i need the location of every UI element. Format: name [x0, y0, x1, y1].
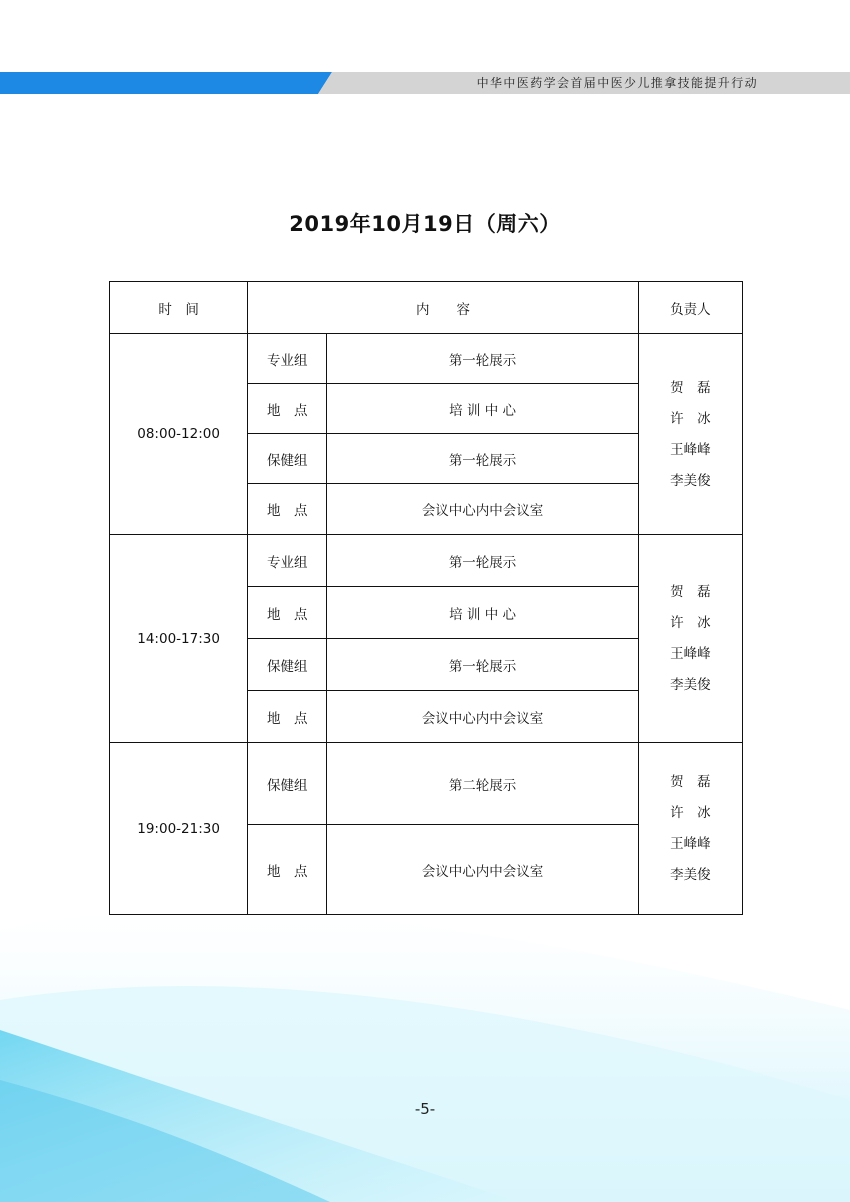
header-time: 时 间	[110, 282, 248, 334]
label-cell: 地 点	[248, 484, 327, 535]
time-cell: 14:00-17:30	[110, 535, 248, 743]
schedule-table	[109, 281, 743, 915]
content-cell: 培 训 中 心	[327, 384, 638, 434]
table-row	[110, 535, 743, 587]
person-name: 许 冰	[670, 410, 711, 427]
label-cell: 地 点	[248, 691, 327, 743]
time-cell: 08:00-12:00	[110, 334, 248, 535]
person-name: 许 冰	[670, 615, 711, 631]
content-cell: 第一轮展示	[327, 535, 638, 587]
content-cell: 会议中心内中会议室	[327, 825, 638, 915]
page-number: -5-	[414, 1100, 436, 1118]
table-row	[110, 743, 743, 825]
content-cell: 第一轮展示	[327, 434, 638, 484]
person-name: 李美俊	[670, 677, 711, 693]
label-cell: 专业组	[248, 334, 327, 384]
content-cell: 培 训 中 心	[327, 587, 638, 639]
label-cell: 地 点	[248, 384, 327, 434]
label-cell: 地 点	[248, 587, 327, 639]
time-cell: 19:00-21:30	[110, 743, 248, 915]
header-content: 内 容	[248, 282, 639, 334]
table-header-row	[110, 282, 743, 334]
content-cell: 第二轮展示	[327, 743, 638, 825]
person-cell	[638, 743, 742, 915]
person-name: 王峰峰	[670, 646, 711, 662]
header-title: 中华中医药学会首届中医少儿推拿技能提升行动	[476, 76, 758, 90]
person-cell	[638, 535, 742, 743]
label-cell: 地 点	[248, 825, 327, 915]
person-name: 贺 磊	[670, 584, 711, 600]
label-cell: 保健组	[248, 743, 327, 825]
person-name: 许 冰	[670, 805, 711, 821]
person-name: 王峰峰	[670, 441, 711, 458]
content-cell: 第一轮展示	[327, 639, 638, 691]
label-cell: 保健组	[248, 434, 327, 484]
content-cell: 会议中心内中会议室	[327, 691, 638, 743]
label-cell: 专业组	[248, 535, 327, 587]
person-name: 贺 磊	[670, 774, 711, 790]
content-cell: 会议中心内中会议室	[327, 484, 638, 535]
person-name: 李美俊	[670, 472, 711, 489]
table-row	[110, 334, 743, 384]
page-title: 2019年10月19日（周六）	[289, 212, 561, 236]
person-name: 李美俊	[670, 867, 711, 883]
label-cell: 保健组	[248, 639, 327, 691]
header-person: 负责人	[638, 282, 742, 334]
person-name: 王峰峰	[670, 836, 711, 852]
content-cell: 第一轮展示	[327, 334, 638, 384]
person-cell	[638, 334, 742, 535]
person-name: 贺 磊	[670, 379, 711, 396]
